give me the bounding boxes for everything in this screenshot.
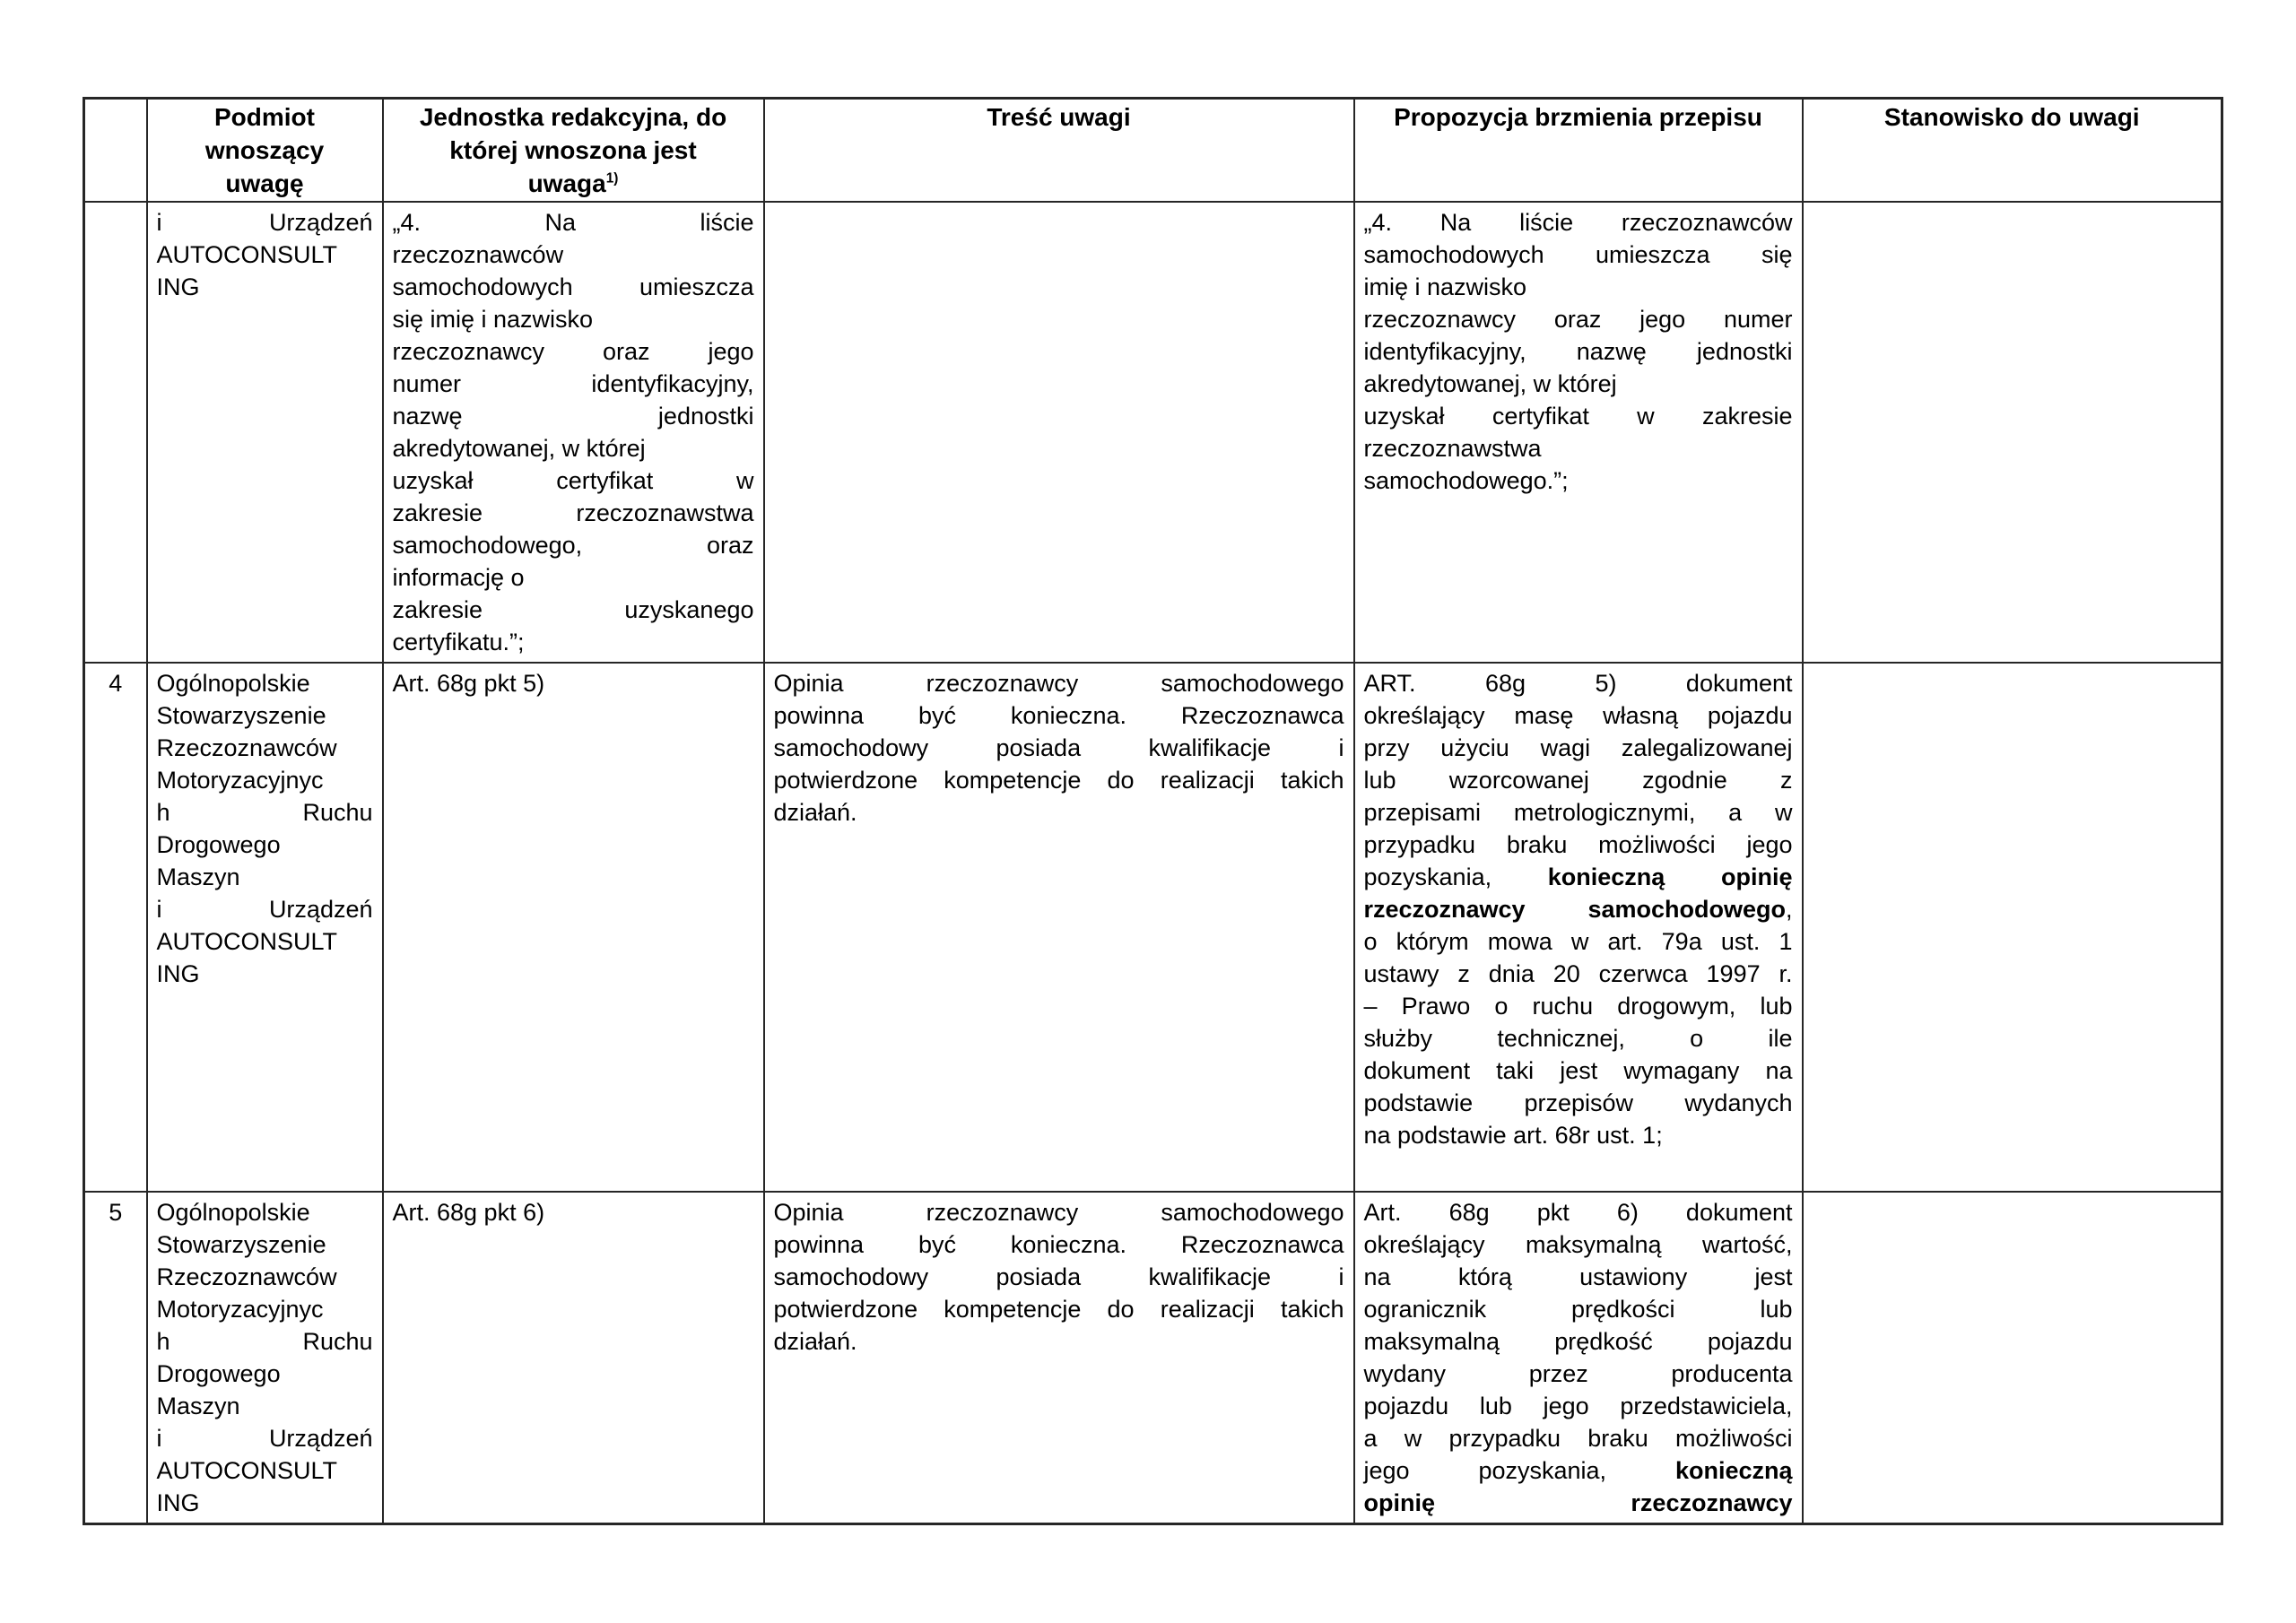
table-row — [84, 1192, 2222, 1524]
cell-podmiot: i Urządzeń AUTOCONSULT ING — [147, 202, 383, 663]
header-lp — [84, 99, 147, 203]
cell-lp: 5 — [84, 1192, 147, 1524]
cell-tresc-uwagi — [764, 202, 1354, 663]
cell-tresc-uwagi: Opinia rzeczoznawcy samochodowego powinna być konieczna. Rzeczoznawca samochodowy posiada kwalifikacje i potwierdzone kompetencje do realizacji takich działań. — [764, 663, 1354, 1192]
cell-jednostka: Art. 68g pkt 5) — [383, 663, 764, 1192]
cell-propozycja: Art. 68g pkt 6) dokument określający maksymalną wartość, na którą ustawiony jest ogranicznik prędkości lub maksymalną prędkość pojazdu wydany przez producenta pojazdu lub jego przedstawiciela, a w przypadku braku możliwości jego pozyskania, konieczną opinię rzeczoznawcy — [1354, 1192, 1803, 1524]
header-tresc-uwagi: Treść uwagi — [764, 99, 1354, 203]
cell-propozycja: „4. Na liście rzeczoznawców samochodowych umieszcza się imię i nazwisko rzeczoznawcy oraz jego numer identyfikacyjny, nazwę jednostki akredytowanej, w której uzyskał certyfikat w zakresie rzeczoznawstwa samochodowego.”; — [1354, 202, 1803, 663]
header-propozycja: Propozycja brzmienia przepisu — [1354, 99, 1803, 203]
cell-jednostka: Art. 68g pkt 6) — [383, 1192, 764, 1524]
cell-tresc-uwagi: Opinia rzeczoznawcy samochodowego powinna być konieczna. Rzeczoznawca samochodowy posiada kwalifikacje i potwierdzone kompetencje do realizacji takich działań. — [764, 1192, 1354, 1524]
cell-jednostka: „4. Na liście rzeczoznawców samochodowych umieszcza się imię i nazwisko rzeczoznawcy oraz jego numer identyfikacyjny, nazwę jednostki akredytowanej, w której uzyskał certyfikat w zakresie rzeczoznawstwa samochodowego, oraz informację o zakresie uzyskanego certyfikatu.”; — [383, 202, 764, 663]
cell-podmiot: Ogólnopolskie Stowarzyszenie Rzeczoznawców Motoryzacyjnyc h Ruchu Drogowego Maszyn i Urządzeń AUTOCONSULT ING — [147, 1192, 383, 1524]
cell-lp — [84, 202, 147, 663]
cell-podmiot: Ogólnopolskie Stowarzyszenie Rzeczoznawców Motoryzacyjnyc h Ruchu Drogowego Maszyn i Urządzeń AUTOCONSULT ING — [147, 663, 383, 1192]
comments-table — [83, 97, 2223, 1525]
cell-stanowisko — [1803, 663, 2222, 1192]
header-stanowisko: Stanowisko do uwagi — [1803, 99, 2222, 203]
cell-stanowisko — [1803, 1192, 2222, 1524]
header-podmiot: Podmiot wnoszący uwagę — [147, 99, 383, 203]
cell-propozycja: ART. 68g 5) dokument określający masę własną pojazdu przy użyciu wagi zalegalizowanej lub wzorcowanej zgodnie z przepisami metrologicznymi, a w przypadku braku możliwości jego pozyskania, konieczną opinię rzeczoznawcy samochodowego, o którym mowa w art. 79a ust. 1 ustawy z dnia 20 czerwca 1997 r. – Prawo o ruchu drogowym, lub służby technicznej, o ile dokument taki jest wymagany na podstawie przepisów wydanych na podstawie art. 68r ust. 1; — [1354, 663, 1803, 1192]
cell-stanowisko — [1803, 202, 2222, 663]
table-row — [84, 202, 2222, 663]
header-jednostka: Jednostka redakcyjna, do której wnoszona jest uwaga$^{1)}$ — [383, 99, 764, 203]
table-header-row — [84, 99, 2222, 203]
cell-lp: 4 — [84, 663, 147, 1192]
table-row — [84, 663, 2222, 1192]
